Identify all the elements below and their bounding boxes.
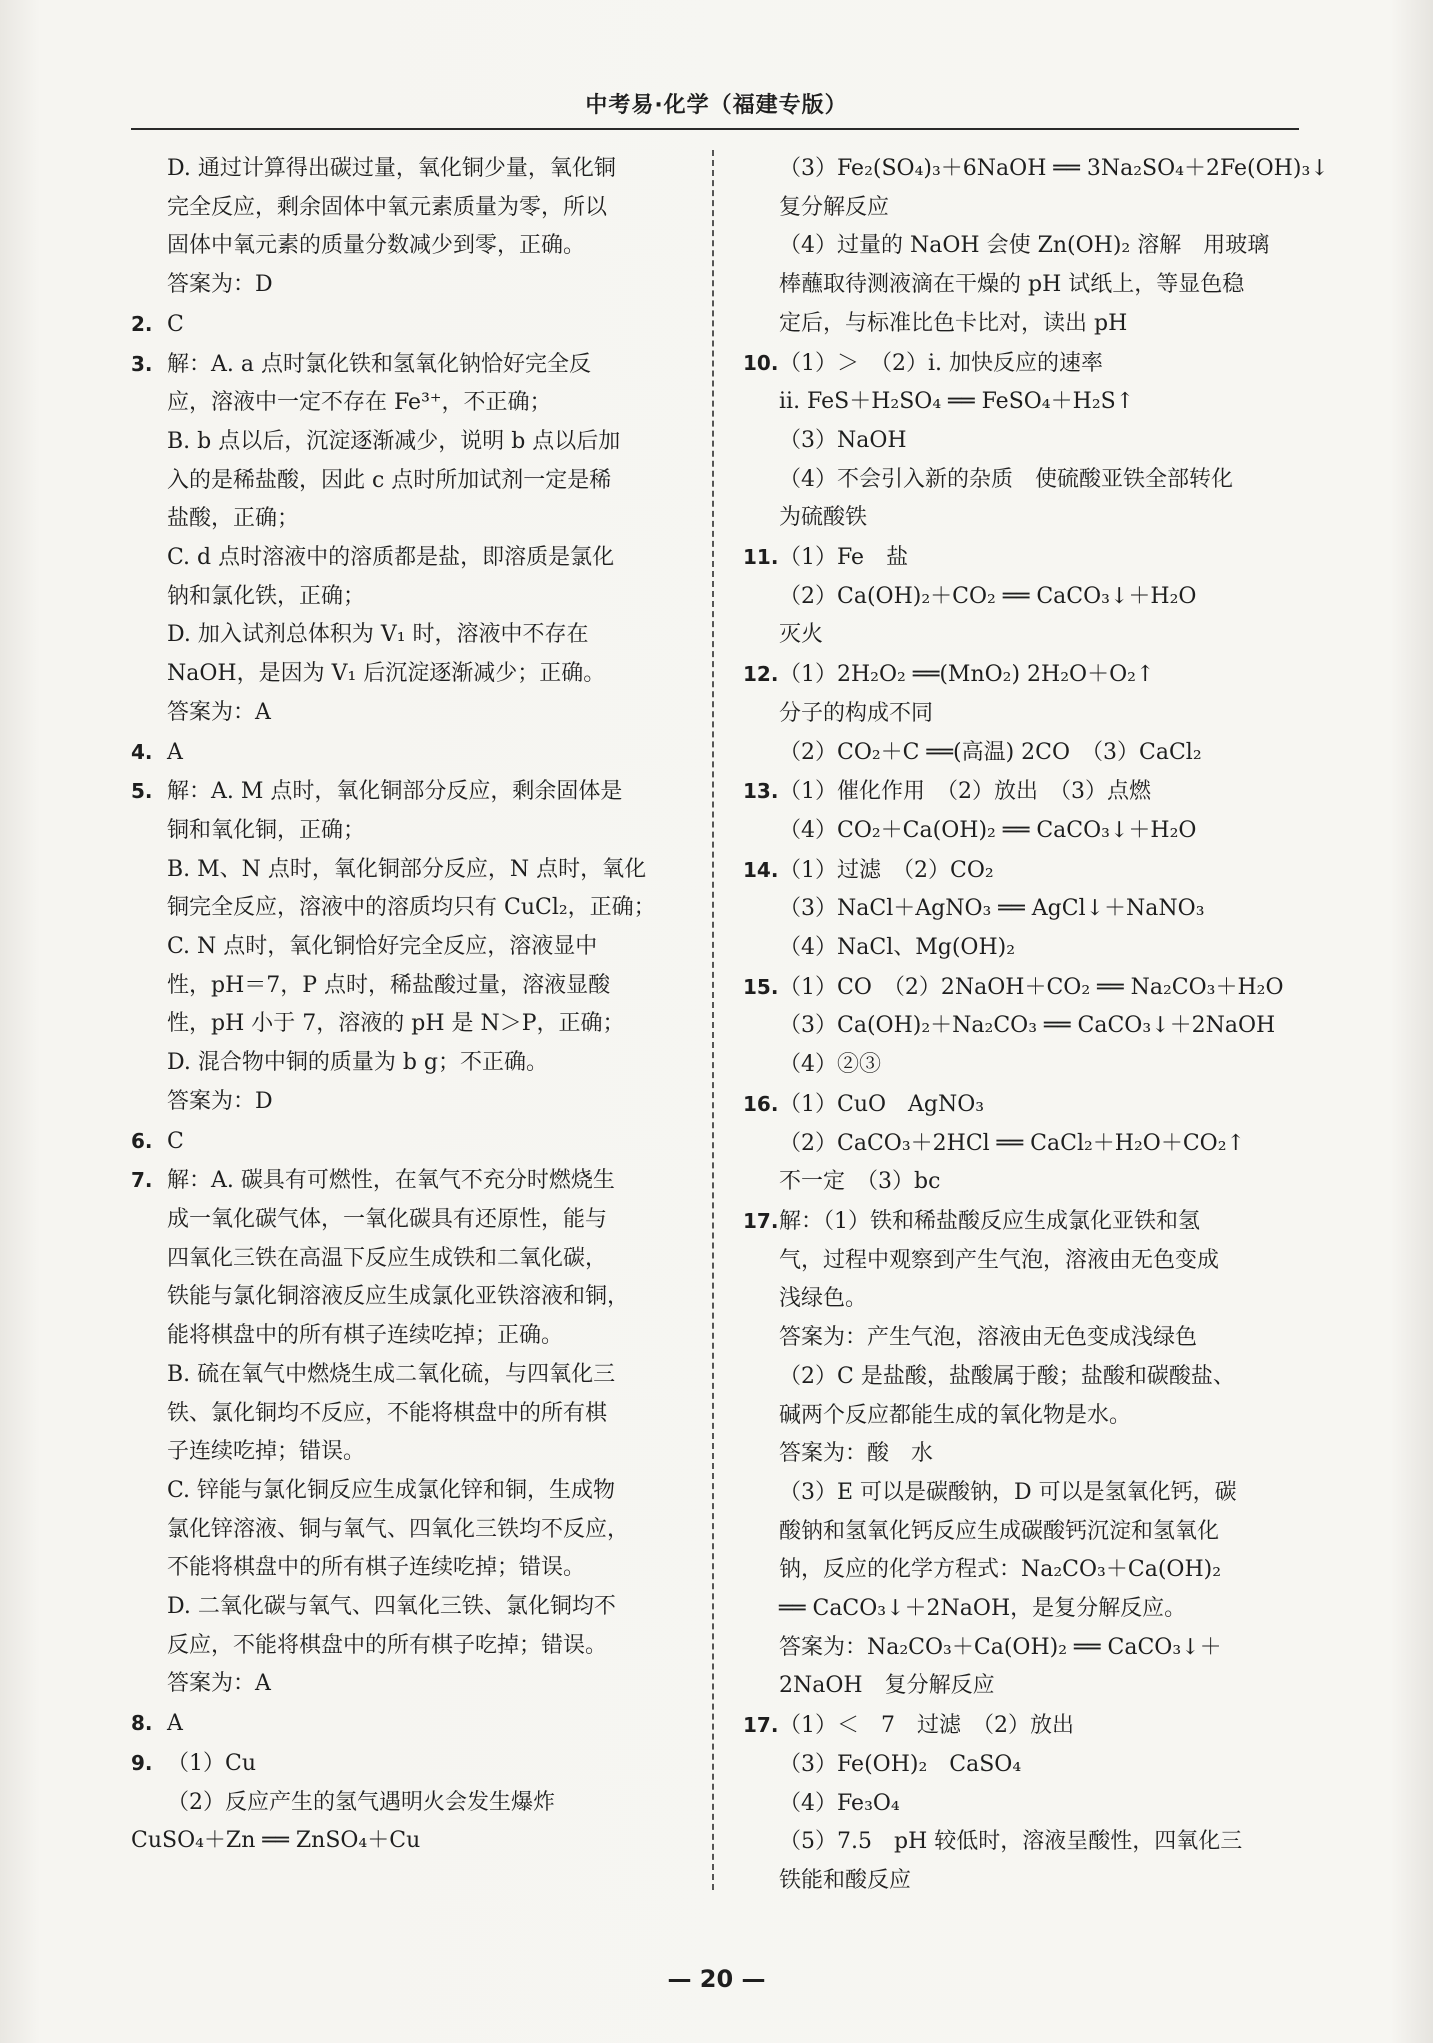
answer-text: 棒蘸取待测液滴在干燥的 pH 试纸上，等显色稳: [779, 272, 1245, 298]
answer-line: [131, 1511, 691, 1550]
answer-text: C: [167, 311, 184, 337]
answer-line: [131, 578, 691, 617]
question-number: 15.: [743, 974, 779, 999]
answer-text: C. 锌能与氯化铜反应生成氯化锌和铜，生成物: [167, 1477, 616, 1503]
answer-line: [743, 734, 1303, 773]
answer-text: 不一定 （3）bc: [779, 1169, 941, 1195]
answer-text: 钠和氯化铁，正确；: [167, 583, 366, 609]
answer-text: 解：A. M 点时，氧化铜部分反应，剩余固体是: [167, 779, 623, 805]
answer-text: 氯化锌溶液、铜与氧气、四氧化三铁均不反应，: [167, 1516, 630, 1542]
answer-line: [743, 616, 1303, 655]
answer-line: [131, 967, 691, 1006]
answer-line: [743, 1435, 1303, 1474]
question-number: 11.: [743, 545, 779, 570]
answer-line: [131, 345, 691, 385]
answer-text: 分子的构成不同: [779, 700, 934, 726]
answer-text: 子连续吃掉；错误。: [167, 1439, 366, 1465]
answer-text: 不能将棋盘中的所有棋子连续吃掉；错误。: [167, 1555, 586, 1581]
answer-line: [131, 1317, 691, 1356]
answer-text: （3）NaOH: [779, 427, 907, 453]
answer-line: [131, 305, 691, 345]
answer-text: （4）CO₂＋Ca(OH)₂ ══ CaCO₃↓＋H₂O: [779, 817, 1197, 843]
answer-line: [743, 305, 1303, 344]
question-number: 8.: [131, 1711, 153, 1736]
answer-line: [131, 1472, 691, 1511]
answer-line: [131, 266, 691, 305]
answer-text: CuSO₄＋Zn ══ ZnSO₄＋Cu: [131, 1828, 421, 1854]
answer-line: [131, 694, 691, 733]
answer-line: [131, 772, 691, 812]
answer-text: ii. FeS＋H₂SO₄ ══ FeSO₄＋H₂S↑: [779, 389, 1135, 415]
answer-text: 答案为：A: [167, 1671, 271, 1697]
answer-text: （5）7.5 pH 较低时，溶液呈酸性，四氧化三: [779, 1829, 1243, 1855]
answer-text: （4）NaCl、Mg(OH)₂: [779, 935, 1016, 961]
page-header-title: 中考易·化学（福建专版）: [585, 93, 848, 118]
answer-text: 铜完全反应，溶液中的溶质均只有 CuCl₂，正确；: [167, 895, 656, 921]
answer-line: [743, 538, 1303, 578]
answer-line: [743, 344, 1303, 384]
question-number: 2.: [131, 311, 153, 336]
answer-line: [131, 539, 691, 578]
answer-line: [131, 1588, 691, 1627]
answer-line: [131, 1005, 691, 1044]
answer-text: 定后，与标准比色卡比对，读出 pH: [779, 310, 1128, 336]
answer-line: [743, 461, 1303, 500]
answer-text: 2NaOH 复分解反应: [779, 1673, 995, 1699]
answer-line: [131, 1356, 691, 1395]
answer-text: 铁、氯化铜均不反应，不能将棋盘中的所有棋: [167, 1400, 608, 1426]
answer-text: C. N 点时，氧化铜恰好完全反应，溶液显中: [167, 934, 598, 960]
answer-text: 解：A. a 点时氯化铁和氢氧化钠恰好完全反: [167, 351, 591, 377]
answer-line: [743, 1046, 1303, 1085]
page-number: — 20 —: [667, 1965, 766, 1993]
answer-line: [743, 1513, 1303, 1552]
answer-line: [743, 1590, 1303, 1629]
question-number: 12.: [743, 662, 779, 687]
question-number: 17.: [743, 1713, 779, 1738]
answer-line: [743, 929, 1303, 968]
answer-line: [743, 812, 1303, 851]
answer-text: 答案为：产生气泡，溶液由无色变成浅绿色: [779, 1325, 1198, 1351]
question-number: 17.: [743, 1208, 779, 1233]
answer-text: B. b 点以后，沉淀逐渐减少，说明 b 点以后加: [167, 428, 621, 454]
answer-line: [743, 1629, 1303, 1668]
answer-line: [131, 1665, 691, 1704]
answer-line: [743, 1785, 1303, 1824]
answer-line: [743, 422, 1303, 461]
answer-line: [131, 1744, 691, 1784]
answer-text: （1）Fe 盐: [779, 545, 909, 571]
answer-text: （1）催化作用 （2）放出 （3）点燃: [779, 779, 1151, 805]
answer-text: 固体中氧元素的质量分数减少到零，正确。: [167, 233, 586, 259]
answer-line: [131, 1704, 691, 1744]
answer-text: C: [167, 1128, 184, 1154]
answer-line: [131, 616, 691, 655]
answer-text: D. 加入试剂总体积为 V₁ 时，溶液中不存在: [167, 622, 589, 648]
answer-line: [743, 499, 1303, 538]
answer-text: （2）CO₂＋C ══(高温) 2CO （3）CaCl₂: [779, 739, 1202, 765]
answer-line: [131, 1627, 691, 1666]
answer-line: [743, 968, 1303, 1008]
answer-text: （1）CuO AgNO₃: [779, 1091, 985, 1117]
answer-text: 四氧化三铁在高温下反应生成铁和二氧化碳，: [167, 1245, 608, 1271]
answer-text: 盐酸，正确；: [167, 506, 300, 532]
answer-line: [131, 1161, 691, 1201]
answer-text: （2）C 是盐酸，盐酸属于酸；盐酸和碳酸盐、: [779, 1363, 1235, 1389]
answer-text: （4）Fe₃O₄: [779, 1790, 900, 1816]
answer-line: [131, 1240, 691, 1279]
question-number: 14.: [743, 857, 779, 882]
question-number: 5.: [131, 779, 153, 804]
answer-line: [743, 1474, 1303, 1513]
answer-line: [743, 383, 1303, 422]
answer-text: D. 混合物中铜的质量为 b g；不正确。: [167, 1050, 548, 1076]
answer-line: [743, 1397, 1303, 1436]
question-number: 10.: [743, 350, 779, 375]
answer-text: 答案为：D: [167, 1088, 273, 1114]
answer-line: [743, 1358, 1303, 1397]
answer-line: [131, 655, 691, 694]
answer-line: [131, 1044, 691, 1083]
answer-line: [131, 1784, 691, 1823]
answer-line: [743, 578, 1303, 617]
answer-line: [743, 851, 1303, 891]
answer-text: 铁能与氯化铜溶液反应生成氯化亚铁溶液和铜，: [167, 1284, 630, 1310]
answer-text: A: [167, 739, 183, 765]
answer-text: 能将棋盘中的所有棋子连续吃掉；正确。: [167, 1323, 564, 1349]
question-number: 6.: [131, 1128, 153, 1153]
answer-text: （1）＞ （2）i. 加快反应的速率: [779, 350, 1104, 376]
answer-line: [743, 1862, 1303, 1901]
answer-text: 性，pH 小于 7，溶液的 pH 是 N＞P，正确；: [167, 1011, 625, 1037]
answer-text: （1）CO （2）2NaOH＋CO₂ ══ Na₂CO₃＋H₂O: [779, 974, 1284, 1000]
question-number: 16.: [743, 1091, 779, 1116]
header-rule: [131, 128, 1299, 130]
answer-text: 复分解反应: [779, 194, 890, 220]
answer-line: [743, 655, 1303, 695]
question-number: 4.: [131, 739, 153, 764]
answer-text: （3）E 可以是碳酸钠，D 可以是氢氧化钙，碳: [779, 1479, 1237, 1505]
answer-text: （2）CaCO₃＋2HCl ══ CaCl₂＋H₂O＋CO₂↑: [779, 1130, 1245, 1156]
answer-text: 性，pH＝7，P 点时，稀盐酸过量，溶液显酸: [167, 972, 611, 998]
answer-line: [131, 462, 691, 501]
answer-text: （1）Cu: [167, 1750, 256, 1776]
answer-text: 答案为：A: [167, 699, 271, 725]
answer-line: [743, 1085, 1303, 1125]
answer-line: [743, 150, 1329, 189]
answer-text: 碱两个反应都能生成的氧化物是水。: [779, 1402, 1132, 1428]
answer-line: [131, 889, 691, 928]
answer-line: [131, 1083, 691, 1122]
answer-line: [131, 423, 691, 462]
answer-text: D. 通过计算得出碳过量，氧化铜少量，氧化铜: [167, 156, 616, 181]
answer-line: [131, 150, 691, 189]
answer-line: [131, 1433, 691, 1472]
answer-text: B. 硫在氧气中燃烧生成二氧化硫，与四氧化三: [167, 1361, 616, 1387]
answer-text: （4）②③: [779, 1052, 881, 1078]
answer-line: [743, 1319, 1303, 1358]
answer-text: ══ CaCO₃↓＋2NaOH，是复分解反应。: [779, 1596, 1187, 1622]
answer-line: [131, 189, 691, 228]
answer-line: [131, 227, 691, 266]
answer-line: [743, 266, 1303, 305]
answer-line: [743, 1746, 1303, 1785]
answer-text: 解：A. 碳具有可燃性，在氧气不充分时燃烧生: [167, 1168, 615, 1194]
answer-line: [743, 1551, 1303, 1590]
answer-line: [131, 500, 691, 539]
answer-text: （3）Fe(OH)₂ CaSO₄: [779, 1751, 1022, 1777]
answer-line: [131, 812, 691, 851]
answer-text: （4）过量的 NaOH 会使 Zn(OH)₂ 溶解 用玻璃: [779, 233, 1270, 259]
answer-text: 答案为：D: [167, 272, 273, 298]
answer-line: [743, 1163, 1303, 1202]
answer-line: [131, 1822, 691, 1861]
answer-text: 完全反应，剩余固体中氧元素质量为零，所以: [167, 194, 608, 220]
answer-text: 酸钠和氢氧化钙反应生成碳酸钙沉淀和氢氧化: [779, 1518, 1220, 1544]
answer-line: [743, 1242, 1303, 1281]
answer-text: 入的是稀盐酸，因此 c 点时所加试剂一定是稀: [167, 467, 612, 493]
question-number: 9.: [131, 1750, 153, 1775]
question-number: 7.: [131, 1168, 153, 1193]
answer-line: [743, 1007, 1303, 1046]
answer-text: 反应，不能将棋盘中的所有棋子吃掉；错误。: [167, 1632, 608, 1658]
answer-line: [743, 1202, 1303, 1242]
answer-line: [743, 1125, 1303, 1164]
answer-line: [743, 772, 1303, 812]
answer-text: （3）NaCl＋AgNO₃ ══ AgCl↓＋NaNO₃: [779, 896, 1205, 922]
answer-text: 灭火: [779, 622, 824, 648]
answer-line: [131, 928, 691, 967]
answer-text: 答案为：酸 水: [779, 1441, 934, 1467]
answer-line: [743, 1667, 1303, 1706]
answer-line: [131, 384, 691, 423]
answer-text: （2）Ca(OH)₂＋CO₂ ══ CaCO₃↓＋H₂O: [779, 583, 1197, 609]
answer-text: 浅绿色。: [779, 1286, 868, 1312]
answer-line: [743, 227, 1303, 266]
answer-text: 答案为：Na₂CO₃＋Ca(OH)₂ ══ CaCO₃↓＋: [779, 1634, 1222, 1660]
answer-line: [131, 1278, 691, 1317]
answer-text: C. d 点时溶液中的溶质都是盐，即溶质是氯化: [167, 545, 615, 571]
answer-line: [743, 890, 1303, 929]
answer-text: （1）2H₂O₂ ══(MnO₂) 2H₂O＋O₂↑: [779, 662, 1155, 688]
column-divider: [712, 150, 714, 1890]
answer-line: [743, 189, 1303, 228]
question-number: 3.: [131, 351, 153, 376]
answer-text: （1）过滤 （2）CO₂: [779, 857, 994, 883]
answer-line: [743, 695, 1303, 734]
answer-text: （3）Fe₂(SO₄)₃＋6NaOH ══ 3Na₂SO₄＋2Fe(OH)₃↓: [779, 156, 1329, 181]
answer-text: （3）Ca(OH)₂＋Na₂CO₃ ══ CaCO₃↓＋2NaOH: [779, 1013, 1276, 1039]
question-number: 13.: [743, 779, 779, 804]
answer-text: 钠，反应的化学方程式：Na₂CO₃＋Ca(OH)₂: [779, 1557, 1222, 1583]
answer-text: （1）＜ 7 过滤 （2）放出: [779, 1713, 1074, 1739]
answer-text: A: [167, 1711, 183, 1737]
answer-text: 铜和氧化铜，正确；: [167, 817, 366, 843]
answer-text: D. 二氧化碳与氧气、四氧化三铁、氯化铜均不: [167, 1594, 616, 1620]
left-column: [131, 150, 691, 1861]
answer-line: [743, 1706, 1303, 1746]
answer-text: NaOH，是因为 V₁ 后沉淀逐渐减少；正确。: [167, 661, 606, 687]
answer-text: 气，过程中观察到产生气泡，溶液由无色变成: [779, 1247, 1220, 1273]
answer-text: （4）不会引入新的杂质 使硫酸亚铁全部转化: [779, 466, 1233, 492]
right-column: [743, 150, 1329, 1901]
answer-text: 成一氧化碳气体，一氧化碳具有还原性，能与: [167, 1206, 608, 1232]
answer-line: [131, 1201, 691, 1240]
answer-text: B. M、N 点时，氧化铜部分反应，N 点时，氧化: [167, 856, 647, 882]
answer-text: 应，溶液中一定不存在 Fe³⁺，不正确；: [167, 390, 552, 416]
answer-line: [131, 733, 691, 773]
answer-text: （2）反应产生的氢气遇明火会发生爆炸: [167, 1789, 555, 1815]
answer-line: [131, 1395, 691, 1434]
answer-line: [743, 1280, 1303, 1319]
answer-line: [743, 1823, 1303, 1862]
answer-line: [131, 1122, 691, 1162]
answer-text: 铁能和酸反应: [779, 1867, 912, 1893]
answer-text: 解：（1）铁和稀盐酸反应生成氯化亚铁和氢: [779, 1208, 1200, 1234]
answer-line: [131, 851, 691, 890]
answer-line: [131, 1549, 691, 1588]
answer-text: 为硫酸铁: [779, 505, 868, 531]
